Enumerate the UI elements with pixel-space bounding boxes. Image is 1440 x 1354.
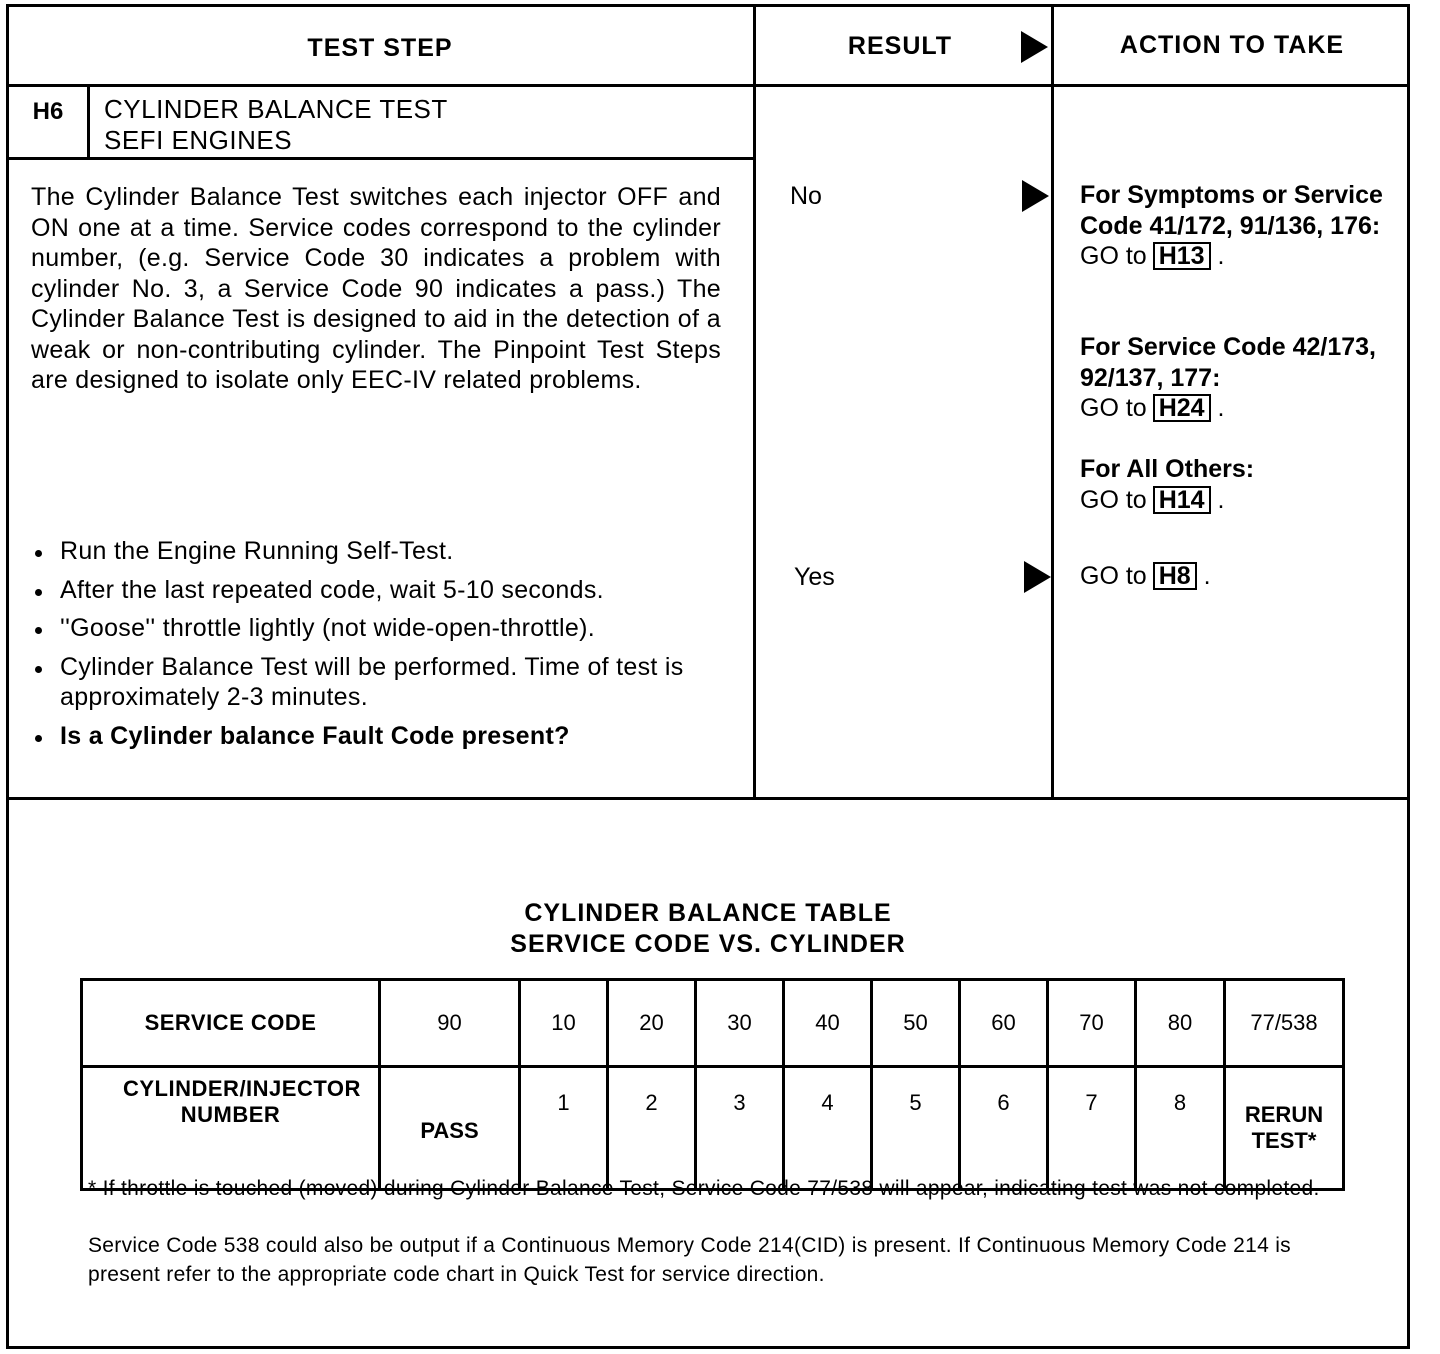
cylinder-cell: 8 bbox=[1136, 1067, 1225, 1190]
action-all-others-heading: For All Others: bbox=[1080, 455, 1255, 483]
action-service-code bbox=[1080, 332, 1400, 424]
step-description: The Cylinder Balance Test switches each injector OFF and ON one at a time. Service codes correspond to the cylinder number, (e.g. Service Code 30 indicates a problem with cylinder No. 3, a Service Code 90 indicates a pass.) The Cylinder Balance Test is designed to aid in the detection of a weak or non-contributing cylinder. The Pinpoint Test Steps are designed to isolate only EEC-IV related problems. bbox=[31, 183, 721, 394]
service-code-cell: 20 bbox=[608, 980, 696, 1067]
cylinder-label: CYLINDER/INJECTOR NUMBER bbox=[82, 1067, 380, 1190]
bullet-item: Cylinder Balance Test will be performed. Time of test is approximately 2-3 minutes. bbox=[31, 652, 721, 713]
result-no: No bbox=[790, 182, 822, 210]
action-dot: . bbox=[1217, 394, 1225, 422]
section-divider bbox=[6, 797, 1410, 800]
service-code-cell: 50 bbox=[872, 980, 960, 1067]
action-all-others bbox=[1080, 454, 1400, 515]
result-yes: Yes bbox=[794, 563, 835, 591]
action-dot: . bbox=[1203, 562, 1211, 590]
action-go-to: GO to bbox=[1080, 242, 1147, 270]
column-divider-1 bbox=[753, 4, 756, 799]
action-dot: . bbox=[1217, 485, 1225, 514]
bullet-question: Is a Cylinder balance Fault Code present? bbox=[31, 721, 721, 752]
footnote-throttle: * If throttle is touched (moved) during Cylinder Balance Test, Service Code 77/538 will appear, indicating test was not completed. bbox=[88, 1177, 1320, 1200]
service-code-cell: 77/538 bbox=[1225, 980, 1344, 1067]
step-ref-h24[interactable]: H24 bbox=[1153, 394, 1211, 422]
column-divider-2 bbox=[1051, 4, 1054, 799]
balance-table-title-line-2: SERVICE CODE VS. CYLINDER bbox=[510, 930, 906, 958]
cylinder-cell: 3 bbox=[696, 1067, 784, 1190]
step-bullets bbox=[31, 536, 721, 759]
action-symptoms bbox=[1080, 180, 1400, 272]
step-id: H6 bbox=[32, 98, 64, 125]
action-service-code-heading: For Service Code 42/173, 92/137, 177: bbox=[1080, 333, 1376, 392]
action-go-to: GO to bbox=[1080, 485, 1147, 514]
service-code-cell: 80 bbox=[1136, 980, 1225, 1067]
result-yes-arrow-icon bbox=[1024, 561, 1051, 593]
bullet-item: After the last repeated code, wait 5-10 seconds. bbox=[31, 575, 721, 606]
action-symptoms-heading: For Symptoms or Service Code 41/172, 91/136, 176: bbox=[1080, 181, 1383, 240]
service-code-cell: 40 bbox=[784, 980, 872, 1067]
step-title-divider bbox=[6, 157, 754, 160]
cylinder-cell: 1 bbox=[520, 1067, 608, 1190]
cylinder-cell-rerun: RERUN TEST* bbox=[1225, 1067, 1344, 1190]
balance-table-title bbox=[6, 898, 1410, 960]
bullet-item: ''Goose'' throttle lightly (not wide-open-throttle). bbox=[31, 613, 721, 644]
service-code-label: SERVICE CODE bbox=[82, 980, 380, 1067]
step-ref-h13[interactable]: H13 bbox=[1153, 242, 1211, 270]
header-result: RESULT bbox=[847, 32, 953, 60]
cylinder-cell: 6 bbox=[960, 1067, 1048, 1190]
service-code-cell: 30 bbox=[696, 980, 784, 1067]
action-dot: . bbox=[1217, 242, 1225, 270]
service-code-cell: 70 bbox=[1048, 980, 1136, 1067]
header-test-step: TEST STEP bbox=[307, 34, 453, 62]
cylinder-cell: 7 bbox=[1048, 1067, 1136, 1190]
cylinder-cell: 4 bbox=[784, 1067, 872, 1190]
header-divider bbox=[6, 84, 1410, 87]
cylinder-cell-pass: PASS bbox=[380, 1067, 520, 1190]
step-ref-h14[interactable]: H14 bbox=[1153, 486, 1211, 514]
step-title-line-1: CYLINDER BALANCE TEST bbox=[104, 94, 448, 124]
action-go-to: GO to bbox=[1080, 394, 1147, 422]
footnote-service-code-538: Service Code 538 could also be output if a Continuous Memory Code 214(CID) is present. If Continuous Memory Code 214 is present refer to the appropriate code chart in Quick Test for service direction. bbox=[88, 1234, 1291, 1286]
cylinder-cell: 5 bbox=[872, 1067, 960, 1190]
step-ref-h8[interactable]: H8 bbox=[1153, 562, 1197, 590]
service-code-row bbox=[82, 980, 1344, 1067]
action-go-to: GO to bbox=[1080, 562, 1147, 590]
service-code-cell: 60 bbox=[960, 980, 1048, 1067]
service-code-cell: 90 bbox=[380, 980, 520, 1067]
action-yes bbox=[1080, 561, 1400, 592]
balance-table bbox=[80, 978, 1345, 1191]
balance-table-title-line-1: CYLINDER BALANCE TABLE bbox=[524, 899, 892, 927]
result-no-arrow-icon bbox=[1022, 180, 1049, 212]
step-title-line-2: SEFI ENGINES bbox=[104, 125, 293, 155]
header-arrow-icon bbox=[1021, 31, 1048, 63]
service-code-cell: 10 bbox=[520, 980, 608, 1067]
cylinder-cell: 2 bbox=[608, 1067, 696, 1190]
bullet-item: Run the Engine Running Self-Test. bbox=[31, 536, 721, 567]
header-action: ACTION TO TAKE bbox=[1119, 31, 1345, 59]
cylinder-row bbox=[82, 1067, 1344, 1190]
step-title bbox=[104, 94, 448, 156]
